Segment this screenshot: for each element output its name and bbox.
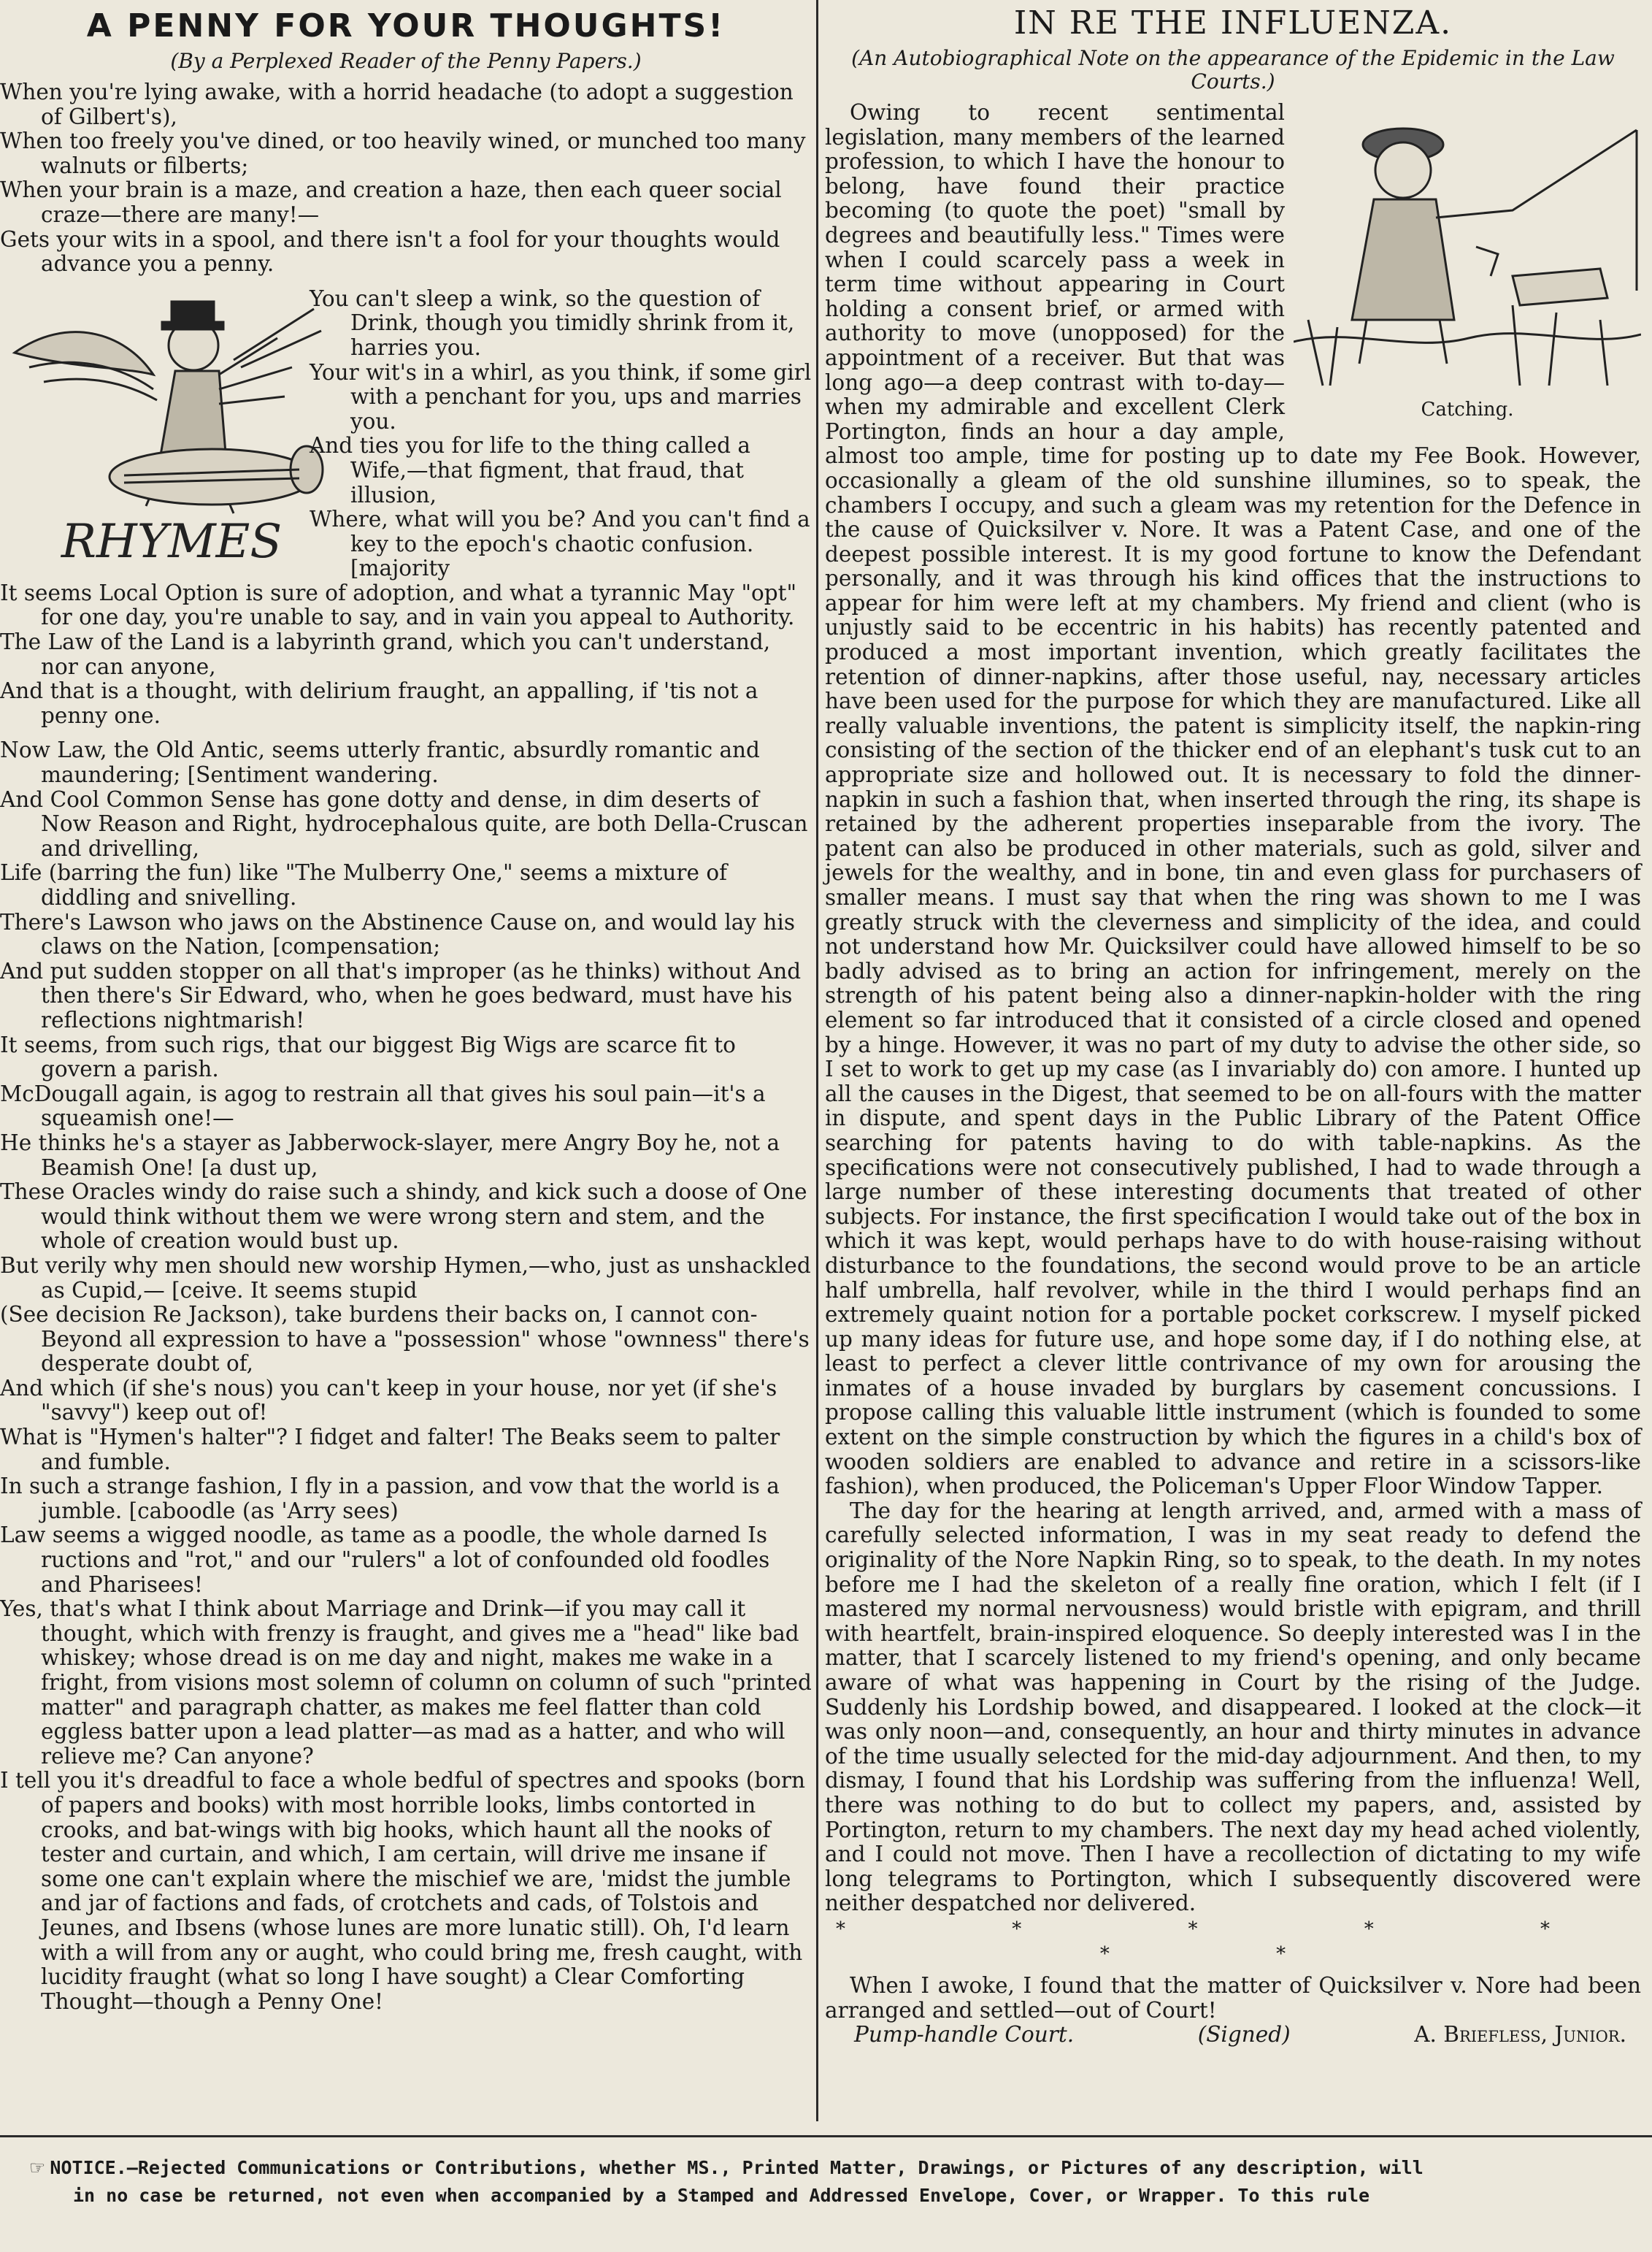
verse-line: In such a strange fashion, I fly in a passion, and vow that the world is a jumble. [caboodle (as 'Arry sees) [0, 1474, 780, 1523]
section-break-stars: * * * * * * * [835, 1918, 1631, 1965]
left-column [0, 0, 812, 2024]
signoff-place: Pump-handle Court. [854, 2022, 1075, 2048]
verse-line: There's Lawson who jaws on the Abstinence Cause on, and would lay his claws on the Nation, [compensation; [0, 909, 796, 960]
verse-line: Where, what will you be? And you can't find a key to the epoch's chaotic confusion. [majority [310, 507, 810, 581]
poem-subtitle: (By a Perplexed Reader of the Penny Papers.) [170, 49, 642, 73]
article-paragraph-3: When I awoke, I found that the matter of Quicksilver v. Nore had been arranged and settled—out of Court! [825, 1973, 1641, 2023]
right-column [825, 0, 1641, 2048]
poem-stanza-1 [0, 80, 812, 277]
poem-title: A PENNY FOR YOUR THOUGHTS! [86, 7, 726, 45]
notice-line-1: NOTICE.—Rejected Communications or Contributions, whether MS., Printed Matter, Drawings, or Pictures of any description, will [50, 2157, 1424, 2178]
verse-line: When your brain is a maze, and creation a haze, then each queer social craze—there are many!— [0, 177, 782, 227]
verse-line: And put sudden stopper on all that's improper (as he thinks) without And then there's Sir Edward, who, when he goes bedward, must have his reflections nightmarish! [0, 958, 802, 1033]
fisherman-image [1294, 101, 1641, 393]
rhymes-label: RHYMES [61, 514, 283, 564]
poem-stanza-2 [0, 287, 812, 729]
poem-stanza-3 [0, 738, 812, 2014]
notice-line-2: in no case be returned, not even when accompanied by a Stamped and Addressed Envelope, Cover, or Wrapper. To this rule [73, 2185, 1370, 2206]
bottom-rule [0, 2135, 1652, 2137]
verse-line: You can't sleep a wink, so the question of Drink, though you timidly shrink from it, harries you. [310, 286, 795, 360]
signoff-signed: (Signed) [1197, 2022, 1291, 2048]
article-body [825, 101, 1641, 2048]
verse-line: And that is a thought, with delirium fraught, an appalling, if 'tis not a penny one. [0, 678, 758, 728]
catching-illustration [1294, 101, 1641, 421]
verse-line: But verily why men should new worship Hymen,—who, just as unshackled as Cupid,— [ceive. It seems stupid [0, 1252, 811, 1303]
verse-line: Life (barring the fun) like "The Mulberry One," seems a mixture of diddling and snivelling. [0, 860, 728, 910]
column-divider [816, 0, 818, 2121]
verse-line: The Law of the Land is a labyrinth grand, which you can't understand, nor can anyone, [0, 629, 771, 679]
article-paragraph-2: The day for the hearing at length arrived, and, armed with a mass of carefully selected information, I was in my seat ready to defend the originality of the Nore Napkin Ring, so to speak, to the death. In my notes before me I had the skeleton of a really fine oration, which I felt (if I mastered my normal nervousness) would bristle with epigram, and thrill with heartfelt, brain-inspired eloquence. So deeply interested was I in the matter, that I scarcely listened to my friend's opening, and only became aware of what was happening in Court by the rising of the Judge. Suddenly his Lordship bowed, and disappeared. I looked at the clock—it was only noon—and, consequently, an hour and thirty minutes in advance of the time usually selected for the mid-day adjournment. And then, to my dismay, I found that his Lordship was suffering from the influenza! Well, there was nothing to do but to collect my papers, and, assisted by Portington, return to my chambers. The next day my head ached violently, and I could not move. Then I have a recollection of dictating to my wife long telegrams to Portington, which I subsequently discovered were neither despatched nor delivered. [825, 1498, 1641, 1916]
verse-line: I tell you it's dreadful to face a whole bedful of spectres and spooks (born of papers and books) with most horrible looks, limbs contorted in crooks, and bat-wings with big hooks, which haunt all the nooks of tester and curtain, and which, I am certain, will drive me insane if some one can't explain where the mischief we are, 'midst the jumble and jar of factions and fads, of crotchets and cads, of Tolstois and Jeunes, and Ibsens (whose lunes are more lunatic still). Oh, I'd learn with a will from any or aught, who could bring me, fresh caught, with lucidity fraught (what so long I have sought) a Clear Comforting Thought—though a Penny One! [0, 1768, 806, 2014]
article-title: IN RE THE INFLUENZA. [1013, 4, 1453, 42]
article-subtitle: (An Autobiographical Note on the appearance of the Epidemic in the Law Courts.) [851, 46, 1615, 93]
verse-line: And ties you for life to the thing called a Wife,—that figment, that fraud, that illusion, [310, 433, 750, 508]
verse-line: He thinks he's a stayer as Jabberwock-slayer, mere Angry Boy he, not a Beamish One! [a dust up, [0, 1130, 780, 1180]
verse-line: (See decision Re Jackson), take burdens their backs on, I cannot con-Beyond all expression to have a "possession" whose "ownness" there's desperate doubt of, [0, 1302, 810, 1376]
verse-line: When too freely you've dined, or too heavily wined, or munched too many walnuts or filberts; [0, 129, 806, 178]
signoff [825, 2023, 1641, 2048]
verse-line: Your wit's in a whirl, as you think, if some girl with a penchant for you, ups and marries you. [310, 359, 812, 434]
article-paragraph-1: Owing to recent sentimental legislation, many members of the learned profession, to which I have the honour to belong, have found their practice becoming (to quote the poet) "small by degrees and beautifully less." Times were when I could scarcely pass a week in term time without appearing in Court holding a consent brief, or armed with authority to move (unopposed) for the appointment of a receiver. But that was long ago—a deep contrast with to-day—when my admirable and excellent Clerk Portington, finds an hour a day ample, almost too ample, time for posting up to date my Fee Book. However, occasionally a gleam of the old sunshine illumines, so to speak, the chambers I occupy, and such a gleam was my retention for the Defence in the cause of Quicksilver v. Nore. It was a Patent Case, and one of the deepest possible interest. It is my good fortune to know the Defendant personally, and it was through his kind offices that the instructions to appear for him were left at my chambers. My friend and client (who is unjustly said to be eccentric in his habits) has recently patented and produced a most important invention, which greatly facilitates the retention of dinner-napkins, after those useful, nay, necessary articles have been used for the purpose for which they are manufactured. Like all really valuable inventions, the patent is simplicity itself, the napkin-ring consisting of the section of the thicker end of an elephant's tusk cut to an appropriate size and hollowed out. It is necessary to fold the dinner-napkin in such a fashion that, when inserted through the ring, its shape is retained by the adherent properties inseparable from the ivory. The patent can also be produced in other materials, such as gold, silver and jewels for the wealthy, and in bone, tin and even glass for purchasers of smaller means. I must say that when the ring was shown to me I was greatly struck with the cleverness and simplicity of the idea, and could not understand how Mr. Quicksilver could have allowed himself to be so badly advised as to bring an action for infringement, merely on the strength of his patent being also a dinner-napkin-holder with the ring element so far introduced that it consisted of a circle closed and opened by a hinge. However, it was no part of my duty to advise the other side, so I set to work to get up my case (as I invariably do) con amore. I hunted up all the causes in the Digest, that seemed to be on all-fours with the matter in dispute, and spent days in the Public Library of the Patent Office searching for patents having to do with table-napkins. As the specifications were not consecutively published, I had to wade through a large number of these interesting documents that treated of other subjects. For instance, the first specification I would take out of the box in which it was kept, would perhaps have to do with house-raising without disturbance to the foundations, the second would prove to be an article half umbrella, half revolver, while in the third I would perhaps find an extremely quaint notion for a portable pocket corkscrew. I myself picked up many ideas for future use, and hope some day, if I do nothing else, at least to perfect a clever little contrivance of my own for arousing the inmates of a house invaded by burglars by casement concussions. I propose calling this valuable little instrument (which is founded to some extent on the simple construction by which the figures in a child's box of wooden soldiers are enabled to advance and retire in a scissors-like fashion), when produced, the Policeman's Upper Floor Window Tapper. [825, 100, 1641, 1499]
verse-line: Gets your wits in a spool, and there isn't a fool for your thoughts would advance you a penny. [0, 226, 780, 277]
signoff-author: A. Briefless, Junior. [1414, 2022, 1626, 2048]
verse-line: These Oracles windy do raise such a shindy, and kick such a doose of One would think without them we were wrong stern and stem, and the whole of creation would bust up. [0, 1179, 807, 1254]
verse-line: Now Law, the Old Antic, seems utterly frantic, absurdly romantic and maundering; [Sentiment wandering. [0, 738, 760, 788]
verse-line: Law seems a wigged noodle, as tame as a poodle, the whole darned Is ructions and "rot," and our "rulers" a lot of confounded old foodles and Pharisees! [0, 1523, 770, 1597]
pointing-hand-icon: ☞ [29, 2157, 46, 2178]
verse-line: It seems, from such rigs, that our biggest Big Wigs are scarce fit to govern a parish. [0, 1032, 736, 1082]
notice-block [29, 2154, 1628, 2210]
rhymes-illustration [0, 287, 343, 570]
verse-line: Yes, that's what I think about Marriage and Drink—if you may call it thought, which with frenzy is fraught, and gives me a "head" like bad whiskey; whose dread is on me day and night, makes me wake in a fright, from visions most solemn of column on column of such "printed matter" and paragraph chatter, as makes me feel flatter than cold eggless batter upon a lead platter—as mad as a hatter, and who will relieve me? Can anyone? [0, 1596, 812, 1769]
illustration-caption: Catching. [1421, 398, 1514, 421]
verse-line: When you're lying awake, with a horrid headache (to adopt a suggestion of Gilbert's), [0, 80, 794, 129]
verse-line: It seems Local Option is sure of adoption, and what a tyrannic May "opt" for one day, you're unable to say, and in vain you appeal to Authority. [0, 580, 797, 630]
flying-rhymer-image [0, 287, 343, 564]
verse-line: And which (if she's nous) you can't keep in your house, nor yet (if she's "savvy") keep out of! [0, 1375, 777, 1425]
verse-line: What is "Hymen's halter"? I fidget and falter! The Beaks seem to palter and fumble. [0, 1425, 780, 1474]
verse-line: And Cool Common Sense has gone dotty and dense, in dim deserts of Now Reason and Right, hydrocephalous quite, are both Della-Cruscan and drivelling, [0, 786, 808, 861]
verse-line: McDougall again, is agog to restrain all that gives his soul pain—it's a squeamish one!— [0, 1081, 766, 1131]
